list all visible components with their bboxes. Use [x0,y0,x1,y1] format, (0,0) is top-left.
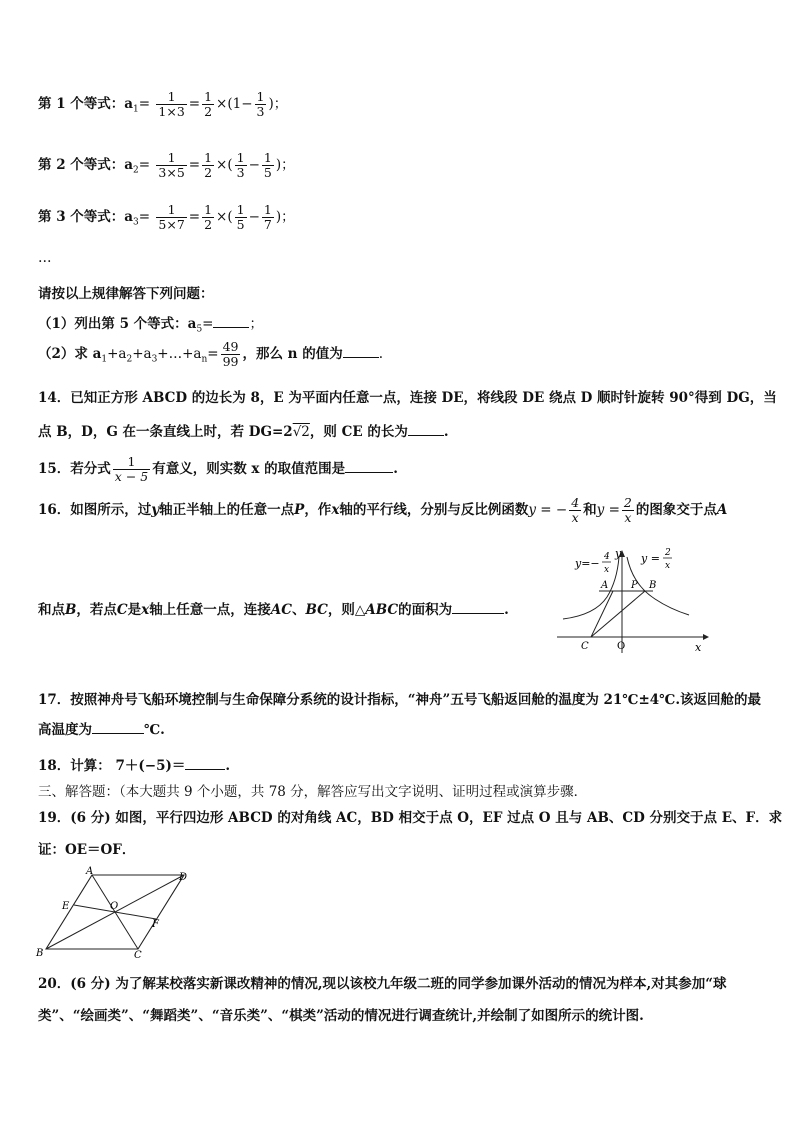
point-e: E [62,901,70,912]
fraction: $\frac{4}{x}$ [571,495,580,525]
fraction: $\frac{1}{3}$ [256,89,265,119]
fraction: $\frac{1}{2}$ [204,150,213,180]
problem-19-line2: 证：OE＝OF． [38,842,136,858]
point-f: F [152,919,159,930]
problem-15: 15．若分式 $\frac{1}{x - 5}$ 有意义，则实数 x 的取值范围是 . [38,454,398,484]
answer-blank [345,472,393,473]
question-1: （1）列出第 5 个等式：$a_5=$ ； [38,316,263,335]
equation-3: 第 3 个等式：$a_3=$ $\frac{1}{5\times 7}$ = $\frac{1}{2}$ ×( $\frac{1}{5}$ − $\frac{1}{7}$ )； [38,202,295,232]
graph-right-label: y = [641,552,660,565]
vertex-c: C [134,950,142,960]
question-2: （2）求 $a_1+a_2+a_3+\dots+a_n=$ $\frac{49}{99}$ ，那么 n 的值为 . [38,339,383,369]
problem-14-line1: 14．已知正方形 ABCD 的边长为 8，E 为平面内任意一点，连接 DE，将线段 DE 绕点 D 顺时针旋转 90°得到 DG，当 [38,390,777,406]
hyperbola-figure [555,545,715,657]
answer-blank [452,613,504,614]
vertex-b: B [36,948,44,959]
instruction: 请按以上规律解答下列问题： [38,286,214,302]
graph-right-den: x [665,561,671,571]
vertex-a: A [86,866,94,877]
fraction: $\frac{1}{5}$ [236,202,245,232]
fraction: $\frac{1}{2}$ [204,89,213,119]
point-p-label: P [631,580,638,591]
point-a-label: A [601,580,609,591]
equation-2: 第 2 个等式：$a_2=$ $\frac{1}{3\times 5}$ = $\frac{1}{2}$ ×( $\frac{1}{3}$ − $\frac{1}{5}$ )； [38,150,295,180]
fraction: $\frac{1}{7}$ [263,202,272,232]
fraction: $\frac{1}{3\times 5}$ [158,150,185,180]
ellipsis: … [38,250,52,266]
problem-20-line1: 20．(6 分) 为了解某校落实新课改精神的情况,现以该校九年级二班的同学参加课外活动的情况为样本,对其参加“球 [38,976,727,992]
fraction: $\frac{1}{5\times 7}$ [158,202,185,232]
graph-right-num: 2 [665,548,671,558]
point-b-label: B [649,580,657,591]
problem-14-line2: 点 B，D，G 在一条直线上时，若 DG=2√2，则 CE 的长为 . [38,424,449,440]
answer-blank [343,357,379,358]
fraction: $\frac{1}{5}$ [263,150,272,180]
fraction: $\frac{1}{3}$ [236,150,245,180]
point-o: O [110,901,119,912]
answer-blank [92,733,144,734]
graph-left-den: x [604,565,610,575]
graph-x-label: x [695,641,702,654]
fraction: $\frac{2}{x}$ [623,495,632,525]
problem-17-line2: 高温度为 ℃. [38,722,165,738]
problem-20-line2: 类”、“绘画类”、“舞蹈类”、“音乐类”、“棋类”活动的情况进行调查统计,并绘制了如图所示的统计图. [38,1008,644,1024]
fraction: $\frac{1}{x - 5}$ [114,454,149,484]
segment-bc [591,591,645,637]
graph-left-label: y=− [575,557,600,570]
problem-18: 18．计算： 7＋(−5)＝ . [38,758,231,774]
vertex-d: D [179,872,188,883]
fraction: $\frac{1}{1\times 3}$ [158,89,185,119]
fraction: $\frac{49}{99}$ [222,339,239,369]
section-3-heading: 三、解答题：（本大题共 9 个小题，共 78 分，解答应写出文字说明、证明过程或演算步骤． [38,784,588,800]
problem-19-line1: 19．(6 分) 如图，平行四边形 ABCD 的对角线 AC，BD 相交于点 O，EF 过点 O 且与 AB、CD 分别交于点 E、F．求 [38,810,783,826]
graph-left-num: 4 [604,552,610,562]
answer-blank [213,327,249,328]
parallelogram-figure [34,865,199,960]
fraction: $\frac{1}{2}$ [204,202,213,232]
problem-16-line2: 和点B，若点C是x轴上任意一点，连接AC、BC，则△ABC的面积为 . [38,602,509,618]
problem-17-line1: 17．按照神舟号飞船环境控制与生命保障分系统的设计指标，“神舟”五号飞船返回舱的温度为 21℃±4℃.该返回舱的最 [38,692,762,708]
point-c-label: C [581,641,589,652]
x-arrow [703,634,709,640]
equation-1: 第 1 个等式：$a_1=$ $\frac{1}{1\times 3}$ = $\frac{1}{2}$ ×(1− $\frac{1}{3}$ )； [38,89,288,119]
problem-16-line1: 16．如图所示，过y轴正半轴上的任意一点P，作x轴的平行线，分别与反比例函数y = − $\frac{4}{x}$ 和y = $\frac{2}{x}$ 的图象交于点A [38,495,728,525]
origin-label: O [617,641,626,652]
graph-y-label: y [615,547,622,560]
answer-blank [408,435,444,436]
segment-ac [591,591,613,637]
answer-blank [185,769,225,770]
